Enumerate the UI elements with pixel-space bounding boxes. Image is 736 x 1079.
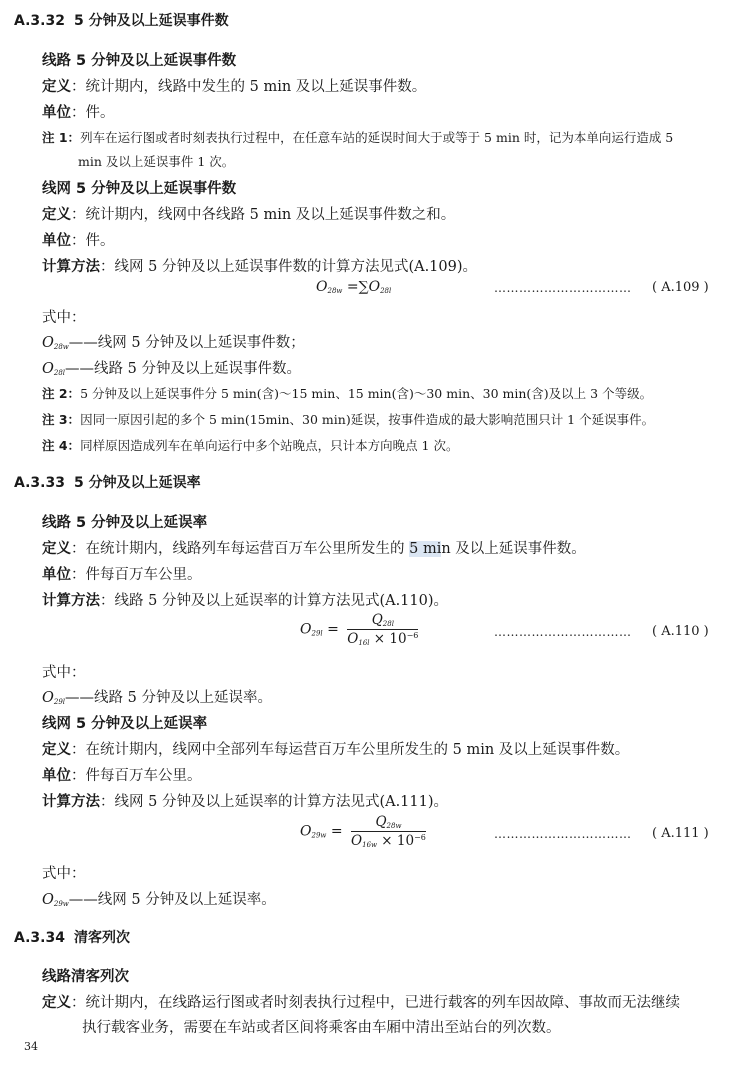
definition-line <box>42 991 680 1012</box>
section-number: A.3.32 <box>14 13 65 29</box>
definition-line <box>42 203 455 224</box>
where-label: 式中： <box>42 310 86 326</box>
definition-label: 定义 <box>42 995 71 1011</box>
unit-line <box>42 764 202 785</box>
definition-label: 定义 <box>42 541 71 557</box>
calc-method-label: 计算方法 <box>42 259 100 275</box>
formula-multiplier: × 10 <box>369 631 407 647</box>
formula-symbol: O <box>316 279 328 295</box>
formula-operator: =∑ <box>346 279 369 295</box>
section-number: A.3.33 <box>14 475 65 491</box>
formula-leader-dots: …………………………… <box>494 827 632 841</box>
formula-symbol: O <box>42 335 54 351</box>
page-number: 34 <box>24 1040 38 1053</box>
section-heading-a333 <box>14 472 201 492</box>
unit-text: ：件。 <box>71 233 115 249</box>
where-item <box>42 686 272 707</box>
definition-text: ：在统计期内，线网中全部列车每运营百万车公里所发生的 5 min 及以上延误事件数。 <box>71 742 630 758</box>
section-heading-a332 <box>14 10 229 30</box>
where-item-text: ——线路 5 分钟及以上延误事件数。 <box>65 361 301 377</box>
section-title: 5 分钟及以上延误事件数 <box>74 13 229 29</box>
formula-operator: = <box>327 621 339 638</box>
section-title: 5 分钟及以上延误率 <box>74 475 201 491</box>
note-1-continued: min 及以上延误事件 1 次。 <box>78 154 235 169</box>
unit-line <box>42 229 115 250</box>
definition-label: 定义 <box>42 207 71 223</box>
subsection-heading: 线路清客列次 <box>42 969 129 985</box>
unit-line <box>42 101 115 122</box>
formula-symbol: O <box>347 631 359 647</box>
calc-method-text: ：线网 5 分钟及以上延误事件数的计算方法见式(A.109)。 <box>100 259 478 275</box>
formula-a110 <box>300 612 418 647</box>
calc-method-line <box>42 589 448 610</box>
formula-fraction <box>347 612 418 647</box>
definition-text: ：统计期内，线网中各线路 5 min 及以上延误事件数之和。 <box>71 207 456 223</box>
definition-continued: 执行载客业务，需要在车站或者区间将乘客由车厢中清出至站台的列次数。 <box>82 1020 561 1036</box>
note-4 <box>42 436 458 454</box>
definition-text: ：在统计期内，线路列车每运营百万车公里所发生的 <box>71 541 410 557</box>
formula-a111 <box>300 814 426 849</box>
note-label: 注 1： <box>42 130 81 145</box>
formula-subscript: 28w <box>327 287 343 295</box>
unit-label: 单位 <box>42 567 71 583</box>
unit-label: 单位 <box>42 105 71 121</box>
formula-leader-dots: …………………………… <box>494 281 632 295</box>
note-text: 同样原因造成列车在单向运行中多个站晚点，只计本方向晚点 1 次。 <box>80 438 459 453</box>
note-label: 注 4： <box>42 438 81 453</box>
where-item <box>42 331 305 352</box>
unit-label: 单位 <box>42 768 71 784</box>
subsection-heading: 线路 5 分钟及以上延误率 <box>42 515 208 531</box>
definition-text: ：统计期内，线路中发生的 5 min 及以上延误事件数。 <box>71 79 427 95</box>
fraction-numerator <box>347 612 418 630</box>
formula-subscript: 29l <box>311 629 323 638</box>
note-label: 注 2： <box>42 386 81 401</box>
fraction-denominator <box>347 630 418 647</box>
calc-method-label: 计算方法 <box>42 794 100 810</box>
unit-text: ：件。 <box>71 105 115 121</box>
calc-method-label: 计算方法 <box>42 593 100 609</box>
formula-number: ( A.110 ) <box>652 624 709 639</box>
section-title: 清客列次 <box>74 930 130 946</box>
formula-subscript: 29w <box>311 831 327 840</box>
formula-subscript: 28l <box>53 369 66 377</box>
text-selection-highlight[interactable]: 5 mi <box>409 541 442 557</box>
formula-subscript: 16w <box>362 841 378 849</box>
calc-method-text: ：线网 5 分钟及以上延误率的计算方法见式(A.111)。 <box>100 794 449 810</box>
fraction-numerator <box>351 814 426 832</box>
formula-operator: = <box>330 823 343 840</box>
note-label: 注 3： <box>42 412 81 427</box>
calc-method-text: ：线路 5 分钟及以上延误率的计算方法见式(A.110)。 <box>100 593 449 609</box>
unit-text: ：件每百万车公里。 <box>71 768 202 784</box>
note-2 <box>42 384 652 402</box>
where-item-text: ——线网 5 分钟及以上延误率。 <box>68 892 276 908</box>
formula-subscript: 28l <box>382 620 394 628</box>
formula-symbol: O <box>300 621 312 638</box>
formula-subscript: 28l <box>380 287 392 295</box>
note-1 <box>42 128 673 146</box>
formula-symbol: O <box>300 823 312 840</box>
definition-line <box>42 75 426 96</box>
definition-text: n 及以上延误事件数。 <box>441 541 586 557</box>
formula-symbol: O <box>368 279 381 295</box>
calc-method-line <box>42 255 477 276</box>
formula-symbol: O <box>42 690 54 706</box>
unit-line <box>42 563 202 584</box>
formula-fraction <box>351 814 426 849</box>
note-text: 列车在运行图或者时刻表执行过程中，在任意车站的延误时间大于或等于 5 min 时，记为本单向运行造成 5 <box>80 130 674 145</box>
definition-label: 定义 <box>42 79 71 95</box>
where-label: 式中： <box>42 665 86 681</box>
section-heading-a334 <box>14 927 130 947</box>
formula-symbol: Q <box>371 612 383 628</box>
formula-symbol: O <box>351 833 363 849</box>
definition-line <box>42 738 629 759</box>
formula-subscript: 29w <box>53 900 69 908</box>
note-text: 因同一原因引起的多个 5 min(15min、30 min)延误，按事件造成的最大影响范围只计 1 个延误事件。 <box>80 412 655 427</box>
subsection-heading: 线网 5 分钟及以上延误事件数 <box>42 181 237 197</box>
section-number: A.3.34 <box>14 930 65 946</box>
note-text: 5 分钟及以上延误事件分 5 min(含)～15 min、15 min(含)～30 min、30 min(含)及以上 3 个等级。 <box>80 386 653 401</box>
formula-symbol: O <box>42 361 54 377</box>
definition-label: 定义 <box>42 742 71 758</box>
formula-number: ( A.109 ) <box>652 280 709 295</box>
where-item <box>42 357 301 378</box>
formula-subscript: 16l <box>358 639 370 647</box>
where-label: 式中： <box>42 866 86 882</box>
where-item <box>42 888 276 909</box>
formula-subscript: 28w <box>386 822 402 830</box>
unit-text: ：件每百万车公里。 <box>71 567 202 583</box>
formula-number: ( A.111 ) <box>652 826 709 841</box>
formula-symbol: Q <box>375 814 387 830</box>
formula-subscript: 28w <box>53 343 69 351</box>
definition-text: ：统计期内，在线路运行图或者时刻表执行过程中，已进行载客的列车因故障、事故而无法继续 <box>71 995 680 1011</box>
subsection-heading: 线路 5 分钟及以上延误事件数 <box>42 53 237 69</box>
unit-label: 单位 <box>42 233 71 249</box>
where-item-text: ——线路 5 分钟及以上延误率。 <box>65 690 272 706</box>
formula-symbol: O <box>42 892 54 908</box>
calc-method-line <box>42 790 448 811</box>
formula-subscript: 29l <box>53 698 66 706</box>
formula-a109 <box>316 279 391 295</box>
subsection-heading: 线网 5 分钟及以上延误率 <box>42 716 208 732</box>
formula-exponent: −6 <box>414 833 426 842</box>
definition-line <box>42 537 586 558</box>
note-3 <box>42 410 654 428</box>
formula-exponent: −6 <box>406 631 419 640</box>
fraction-denominator <box>351 832 426 849</box>
where-item-text: ——线网 5 分钟及以上延误事件数； <box>68 335 305 351</box>
formula-multiplier: × 10 <box>377 833 415 849</box>
formula-leader-dots: …………………………… <box>494 625 632 639</box>
